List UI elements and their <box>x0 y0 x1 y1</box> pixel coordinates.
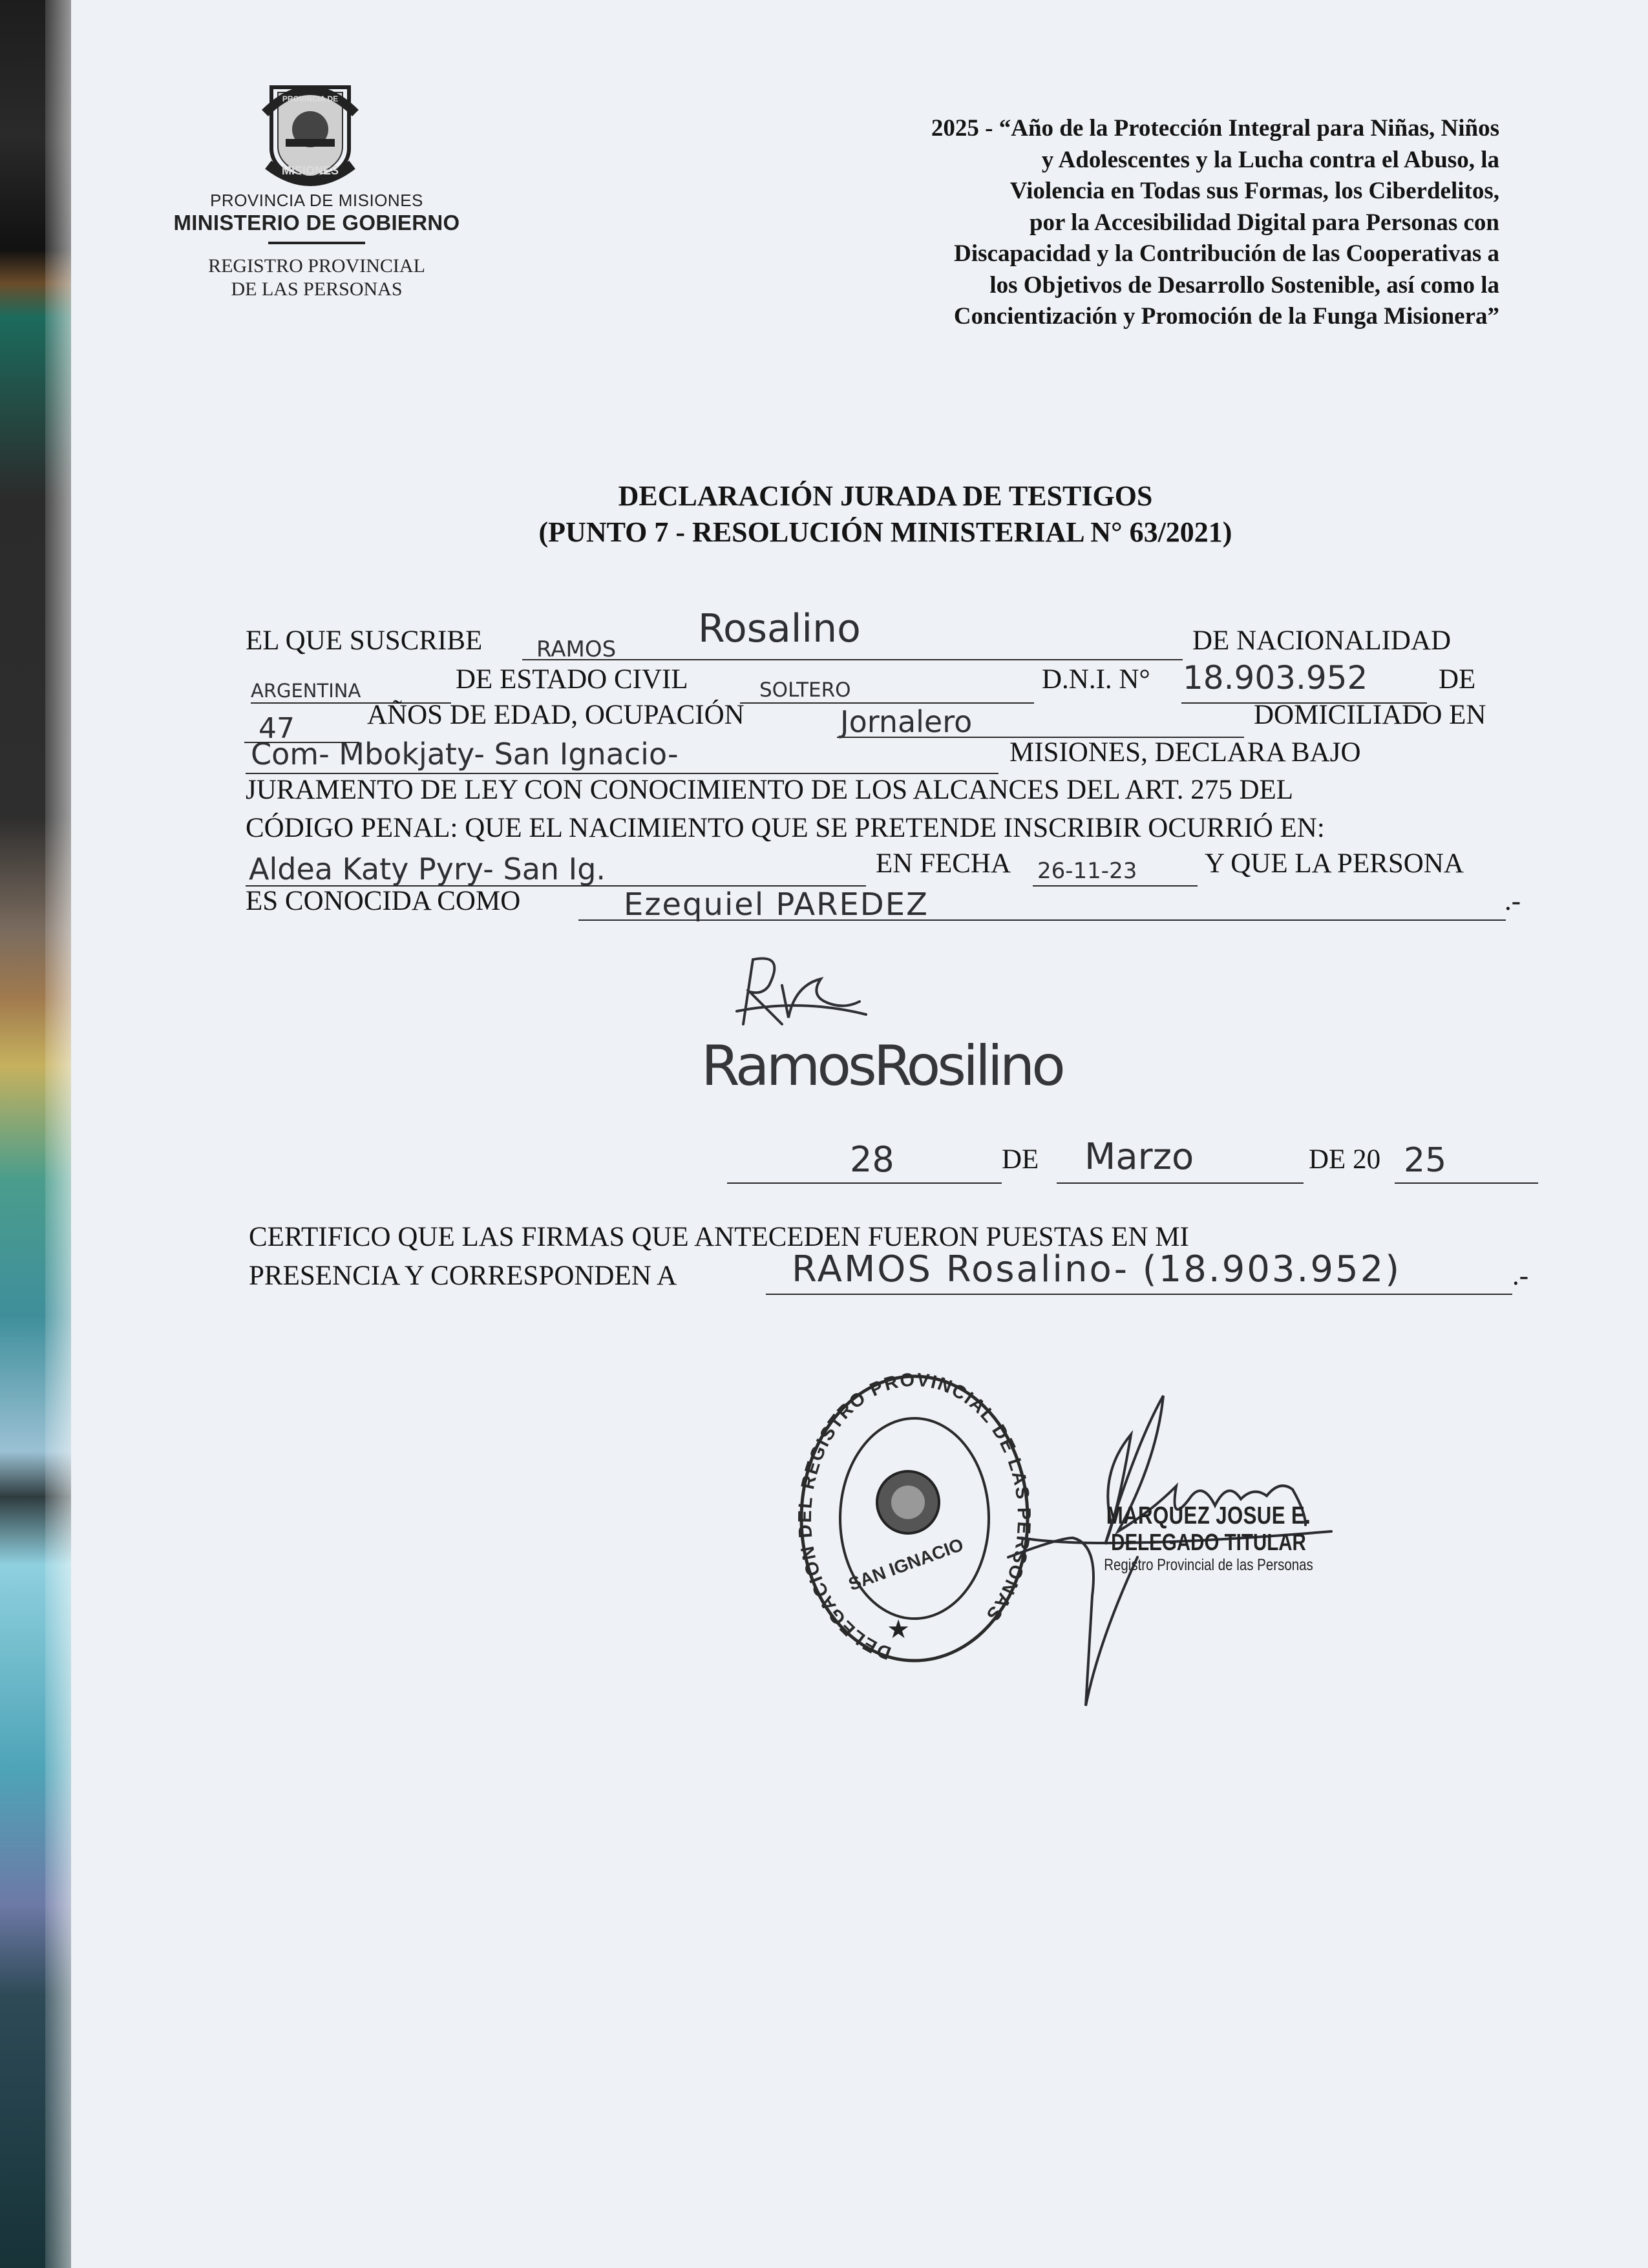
label-estado-civil: DE ESTADO CIVIL <box>456 664 688 695</box>
filled-edad: 47 <box>259 712 295 745</box>
letterhead-block <box>123 191 511 301</box>
motto-line: Violencia en Todas sus Formas, los Ciberdelitos, <box>1009 178 1499 204</box>
official-signature-block <box>1041 1502 1377 1575</box>
text-codigo-penal: CÓDIGO PENAL: QUE EL NACIMIENTO QUE SE PRETENDE INSCRIBIR OCURRIÓ EN: <box>246 813 1325 843</box>
date-label-de: DE <box>1002 1144 1039 1175</box>
date-month: Marzo <box>1084 1136 1194 1178</box>
document-page <box>71 0 1648 2268</box>
filled-nombre: Rosalino <box>698 606 861 651</box>
certification-line-1: CERTIFICO QUE LAS FIRMAS QUE ANTECEDEN FUERON PUESTAS EN MI <box>249 1222 1189 1252</box>
underline-estado-civil <box>740 702 1034 704</box>
underline-name <box>522 659 1183 660</box>
underline-day <box>727 1182 1002 1184</box>
scan-edge-strip <box>0 0 72 2268</box>
stamp-ring-text: DELEGACION DEL REGISTRO PROVINCIAL DE LAS PERSONAS <box>795 1369 1034 1664</box>
label-de: DE <box>1439 664 1476 695</box>
label-suscribe: EL QUE SUSCRIBE <box>246 625 483 656</box>
certification-value: RAMOS Rosalino- (18.903.952) <box>792 1248 1402 1290</box>
letterhead-divider <box>268 242 365 244</box>
label-nacionalidad: DE NACIONALIDAD <box>1192 625 1452 656</box>
official-organization: Registro Provincial de las Personas <box>1104 1556 1313 1574</box>
declarant-signature-name: RamosRosilino <box>701 1034 1062 1098</box>
end-mark: .- <box>1505 886 1521 916</box>
stamp-star: ★ <box>887 1615 910 1644</box>
filled-fecha-nacimiento: 26-11-23 <box>1037 858 1137 884</box>
registry-line-1: REGISTRO PROVINCIAL <box>208 255 425 277</box>
motto-line: y Adolescentes y la Lucha contra el Abuso, la <box>1041 146 1499 173</box>
crest-text-bottom: MISIONES <box>281 164 339 177</box>
underline-certification <box>766 1294 1512 1295</box>
certification-end-mark: .- <box>1512 1261 1529 1291</box>
filled-estado-civil: SOLTERO <box>759 678 851 702</box>
filled-lugar-nacimiento: Aldea Katy Pyry- San Ig. <box>249 852 606 887</box>
certification-line-2: PRESENCIA Y CORRESPONDEN A <box>249 1261 677 1291</box>
motto-line: Discapacidad y la Contribución de las Cooperativas a <box>954 240 1499 267</box>
ministry-name: MINISTERIO DE GOBIERNO <box>173 211 460 235</box>
crest-text-top: PROVINCIA DE <box>282 94 339 103</box>
document-title <box>336 478 1435 551</box>
label-persona: Y QUE LA PERSONA <box>1205 848 1464 879</box>
text-juramento: JURAMENTO DE LEY CON CONOCIMIENTO DE LOS ALCANCES DEL ART. 275 DEL <box>246 775 1294 805</box>
province-name: PROVINCIA DE MISIONES <box>210 191 423 210</box>
official-name: MARQUEZ JOSUE E. <box>1106 1502 1311 1529</box>
filled-conocida-como: Ezequiel PAREDEZ <box>624 887 929 923</box>
label-domiciliado: DOMICILIADO EN <box>1254 700 1486 730</box>
label-misiones: MISIONES, DECLARA BAJO <box>1009 737 1361 768</box>
province-crest-logo <box>246 74 375 191</box>
official-year-motto <box>646 113 1499 333</box>
underline-month <box>1057 1182 1304 1184</box>
underline-year <box>1395 1182 1538 1184</box>
label-fecha: EN FECHA <box>876 848 1011 879</box>
motto-line: los Objetivos de Desarrollo Sostenible, así como la <box>989 271 1499 299</box>
filled-nacionalidad: ARGENTINA <box>251 680 361 702</box>
filled-dni: 18.903.952 <box>1183 659 1368 697</box>
stamp-center-text: SAN IGNACIO <box>845 1534 966 1595</box>
date-year: 25 <box>1404 1141 1447 1180</box>
underline-fecha <box>1033 885 1198 887</box>
label-edad-ocupacion: AÑOS DE EDAD, OCUPACIÓN <box>367 700 745 730</box>
motto-line: Concientización y Promoción de la Funga Misionera” <box>953 303 1499 330</box>
label-dni: D.N.I. N° <box>1042 664 1150 695</box>
registry-line-2: DE LAS PERSONAS <box>231 278 403 300</box>
motto-line: por la Accesibilidad Digital para Personas con <box>1029 209 1499 236</box>
filled-apellido: RAMOS <box>536 636 617 662</box>
date-label-de20: DE 20 <box>1309 1144 1381 1175</box>
date-day: 28 <box>850 1139 894 1180</box>
filled-domicilio: Com- Mbokjaty- San Ignacio- <box>251 737 679 772</box>
declarant-signature-initials <box>724 947 872 1037</box>
title-line-2: (PUNTO 7 - RESOLUCIÓN MINISTERIAL N° 63/2021) <box>538 516 1232 548</box>
official-title: DELEGADO TITULAR <box>1111 1529 1306 1555</box>
motto-line: 2025 - “Año de la Protección Integral para Niñas, Niños <box>931 115 1499 142</box>
title-line-1: DECLARACIÓN JURADA DE TESTIGOS <box>618 480 1153 512</box>
label-conocida: ES CONOCIDA COMO <box>246 886 521 916</box>
filled-ocupacion: Jornalero <box>840 704 973 739</box>
